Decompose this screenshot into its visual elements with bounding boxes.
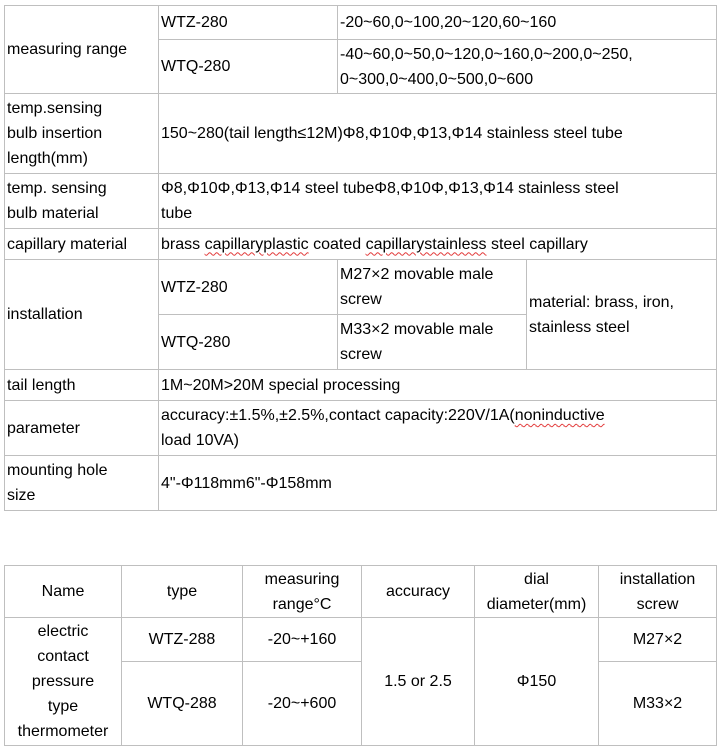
installation-wtz-model: WTZ-280 [159,260,338,315]
capillary-value: brass capillaryplastic coated capillarystainless steel capillary [159,229,717,260]
installation-material: material: brass, iron, stainless steel [527,260,717,370]
product-name-cell: electric contact pressure type thermometer [5,618,122,746]
measuring-range-wtq-model: WTQ-280 [159,40,338,94]
mounting-hole-value: 4"-Φ118mm6"-Φ158mm [159,456,717,511]
header-dial-diameter: dial diameter(mm) [475,566,599,618]
product-accuracy-cell: 1.5 or 2.5 [362,618,475,746]
header-measuring-range: measuring range°C [243,566,362,618]
tail-length-label: tail length [5,370,159,401]
measuring-range-label: measuring range [5,6,159,94]
measuring-range-wtq-values: -40~60,0~50,0~120,0~160,0~200,0~250, 0~300,0~400,0~500,0~600 [338,40,717,94]
product-type-cell: WTZ-288 [122,618,243,662]
spec-row-installation [5,260,717,315]
spec-row-capillary [5,229,717,260]
spec-row-insertion-length [5,94,717,174]
spec-row-measuring-range [5,6,717,40]
product-table [4,565,717,746]
header-name: Name [5,566,122,618]
installation-wtz-screw: M27×2 movable male screw [338,260,527,315]
spec-row-tail-length [5,370,717,401]
bulb-material-label: temp. sensing bulb material [5,174,159,229]
spec-row-bulb-material [5,174,717,229]
spec-row-parameter [5,401,717,456]
insertion-length-value: 150~280(tail length≤12M)Φ8,Φ10Φ,Φ13,Φ14 stainless steel tube [159,94,717,174]
product-dial-cell: Φ150 [475,618,599,746]
installation-wtq-screw: M33×2 movable male screw [338,315,527,370]
measuring-range-wtz-values: -20~60,0~100,20~120,60~160 [338,6,717,40]
table-row [5,618,717,662]
measuring-range-wtz-model: WTZ-280 [159,6,338,40]
header-installation-screw: installation screw [599,566,717,618]
installation-wtq-model: WTQ-280 [159,315,338,370]
header-accuracy: accuracy [362,566,475,618]
product-range-cell: -20~+600 [243,662,362,746]
mounting-hole-label: mounting hole size [5,456,159,511]
product-type-cell: WTQ-288 [122,662,243,746]
product-screw-cell: M27×2 [599,618,717,662]
installation-label: installation [5,260,159,370]
header-type: type [122,566,243,618]
parameter-label: parameter [5,401,159,456]
capillary-label: capillary material [5,229,159,260]
specification-table [4,5,717,511]
product-screw-cell: M33×2 [599,662,717,746]
bulb-material-value: Φ8,Φ10Φ,Φ13,Φ14 steel tubeΦ8,Φ10Φ,Φ13,Φ14 stainless steel tube [159,174,717,229]
insertion-length-label: temp.sensing bulb insertion length(mm) [5,94,159,174]
tail-length-value: 1M~20M>20M special processing [159,370,717,401]
product-range-cell: -20~+160 [243,618,362,662]
parameter-value: accuracy:±1.5%,±2.5%,contact capacity:220V/1A(noninductive load 10VA) [159,401,717,456]
spec-row-mounting-hole [5,456,717,511]
product-header-row [5,566,717,618]
